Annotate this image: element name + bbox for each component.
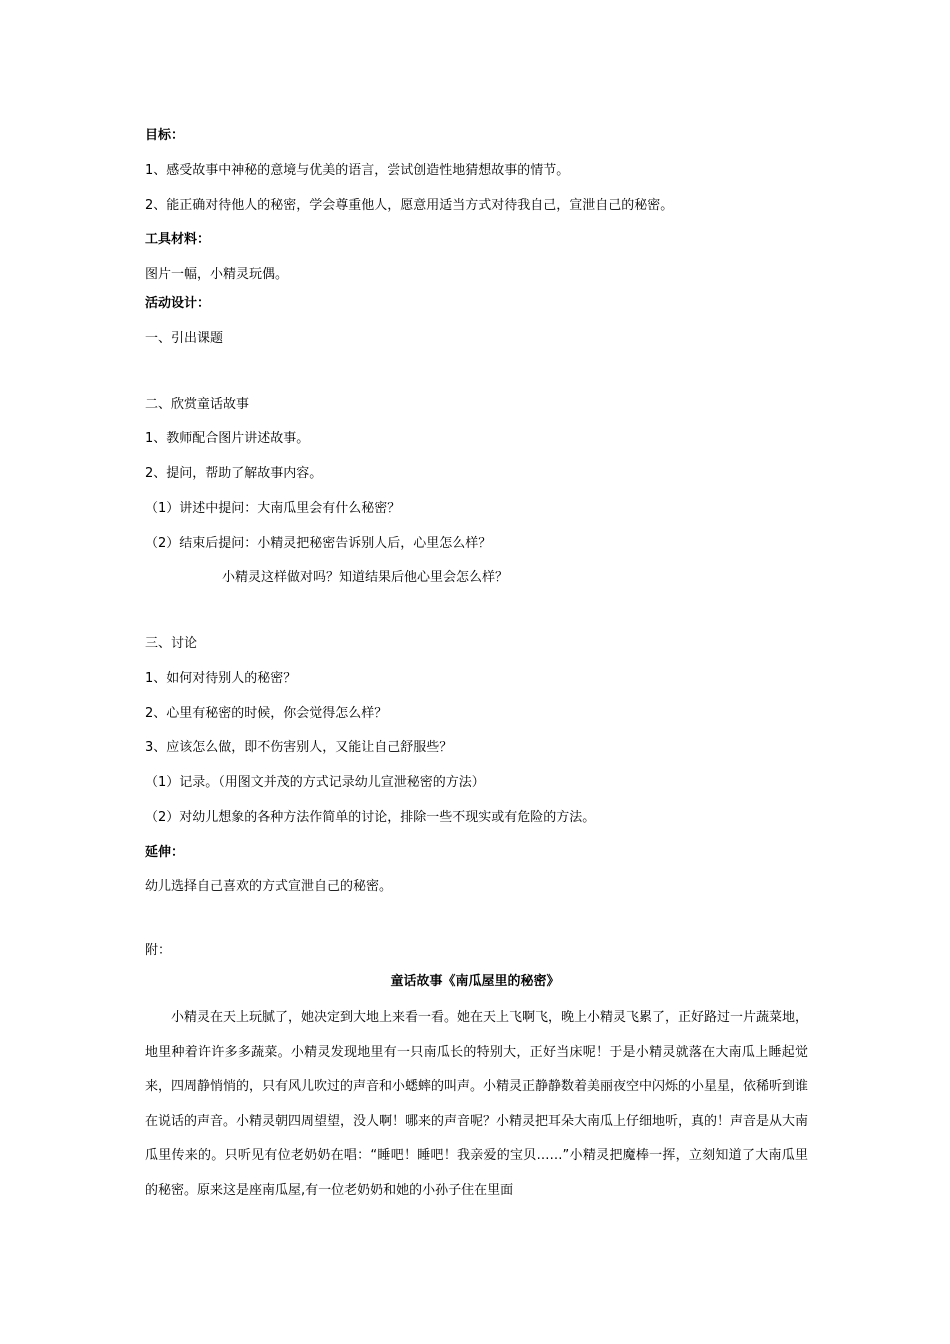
part3-item: （1）记录。（用图文并茂的方式记录幼儿宣泄秘密的方法） <box>145 775 485 790</box>
activity-part1-title: 一、引出课题 <box>145 331 224 346</box>
activity-part3-title: 三、讨论 <box>145 636 198 651</box>
part3-item: 1、如何对待别人的秘密？ <box>145 671 297 686</box>
story-body: 小精灵在天上玩腻了，她决定到大地上来看一看。她在天上飞啊飞，晚上小精灵飞累了，正好路过一片蔬菜地，地里种着许许多多蔬菜。小精灵发现地里有一只南瓜长的特别大，正好当床呢！于是小精灵就落在大南瓜上睡起觉来，四周静悄悄的，只有风儿吹过的声音和小蟋蟀的叫声。小精灵正静静数着美丽夜空中闪烁的小星星，依稀听到谁在说话的声音。小精灵朝四周望望，没人啊！哪来的声音呢？小精灵把耳朵大南瓜上仔细地听，真的！声音是从大南瓜里传来的。只听见有位老奶奶在唱：“睡吧！睡吧！我亲爱的宝贝……”小精灵把魔棒一挥，立刻知道了大南瓜里的秘密。原来这是座南瓜屋,有一位老奶奶和她的小孙子住在里面 <box>145 1010 809 1198</box>
part3-item: 3、应该怎么做，即不伤害别人，又能让自己舒服些？ <box>145 740 453 755</box>
materials-text: 图片一幅，小精灵玩偶。 <box>145 267 289 282</box>
part2-item: （1）讲述中提问：大南瓜里会有什么秘密？ <box>145 501 401 516</box>
part2-item: （2）结束后提问：小精灵把秘密告诉别人后，心里怎么样？ <box>145 536 492 551</box>
goals-heading: 目标： <box>145 128 185 143</box>
part2-item: 小精灵这样做对吗？知道结果后他心里会怎么样？ <box>222 570 509 585</box>
part3-item: （2）对幼儿想象的各种方法作简单的讨论，排除一些不现实或有危险的方法。 <box>145 810 596 825</box>
story-title: 童话故事《南瓜屋里的秘密》 <box>390 974 560 989</box>
goal-item-1: 1、感受故事中神秘的意境与优美的语言，尝试创造性地猜想故事的情节。 <box>145 163 570 178</box>
appendix-label: 附： <box>145 943 172 958</box>
extension-text: 幼儿选择自己喜欢的方式宣泄自己的秘密。 <box>145 879 393 894</box>
part3-item: 2、心里有秘密的时候，你会觉得怎么样？ <box>145 706 388 721</box>
activity-part2-title: 二、欣赏童话故事 <box>145 397 250 412</box>
activity-heading: 活动设计： <box>145 296 211 311</box>
goal-item-2: 2、能正确对待他人的秘密，学会尊重他人，愿意用适当方式对待我自己，宣泄自己的秘密。 <box>145 198 674 213</box>
part2-item: 2、提问，帮助了解故事内容。 <box>145 466 323 481</box>
part2-item: 1、教师配合图片讲述故事。 <box>145 431 310 446</box>
extension-heading: 延伸： <box>145 845 185 860</box>
materials-heading: 工具材料： <box>145 232 211 247</box>
